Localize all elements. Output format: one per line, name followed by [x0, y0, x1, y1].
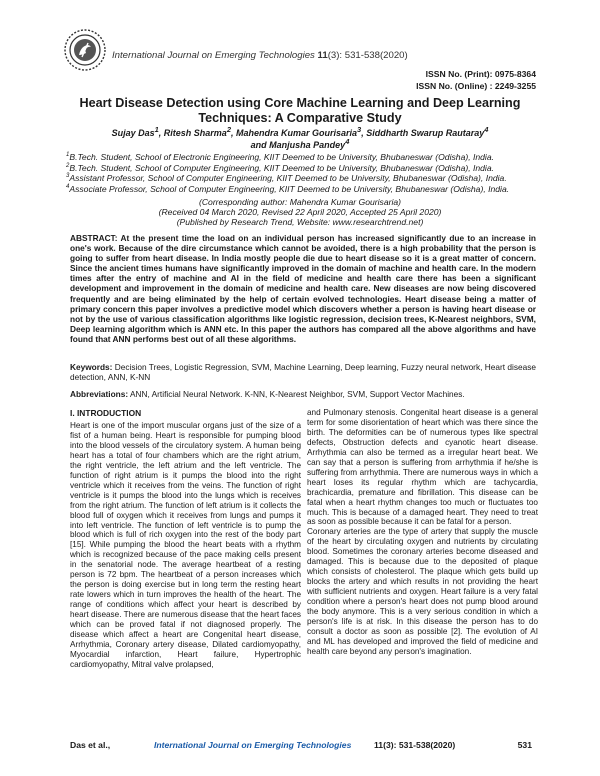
intro-left-column — [70, 421, 301, 670]
journal-reference — [112, 50, 408, 61]
footer-authors: Das et al., — [70, 740, 111, 750]
author-name: Ritesh Sharma — [163, 128, 227, 138]
author-affil-marker: 3 — [357, 125, 362, 134]
paper-title-line-2: Techniques: A Comparative Study — [198, 110, 402, 125]
paper-title-line-1: Heart Disease Detection using Core Machine Learning and Deep Learning — [79, 96, 521, 110]
author-and: and — [250, 139, 267, 150]
submission-dates: (Received 04 March 2020, Revised 22 April 2020, Accepted 25 April 2020) — [158, 207, 442, 218]
author-affil-marker: 4 — [484, 125, 489, 134]
author-list: Sujay Das$^1$, Ritesh Sharma$^2$, Mahendra Kumar Gourisaria$^3$, Siddharth Swarup Rautaray$^4$ and Manjusha Pandey$^4$ — [111, 125, 489, 150]
keywords-label: Keywords: — [70, 362, 113, 372]
abbreviations — [70, 389, 536, 399]
keywords — [70, 362, 536, 382]
affiliation: $^4$Associate Professor, School of Computer Engineering, KIIT Deemed to be University, Bhubaneswar (Odisha), India. — [66, 183, 510, 194]
affiliation: $^3$Assistant Professor, School of Computer Engineering, KIIT Deemed to be University, Bhubaneswar (Odisha), India. — [66, 173, 507, 183]
abbreviations-label: Abbreviations: — [70, 389, 129, 399]
journal-name: International Journal on Emerging Technologies — [112, 50, 315, 61]
abbreviations-text: ANN, Artificial Neural Network. K-NN, K-Nearest Neighbor, SVM, Support Vector Machines. — [129, 389, 465, 399]
issn-online: ISSN No. (Online) : 2249-3255 — [416, 81, 536, 91]
paper-title — [70, 96, 530, 125]
author-affil-marker: 4 — [345, 136, 350, 146]
publisher-note: (Published by Research Trend, Website: www.researchtrend.net) — [176, 217, 424, 228]
author-name: Mahendra Kumar Gourisaria — [236, 128, 358, 138]
journal-issue-pages: (3): 531-538(2020) — [327, 50, 408, 61]
footer-journal: International Journal on Emerging Technologies — [154, 740, 352, 750]
intro-right-column — [307, 408, 538, 657]
intro-paragraph: Heart is one of the import muscular organs just of the size of a fist of a human being. Heart is responsible for pumping blood into the blood vessels of the circulatory system. A human being heart has a total of four chambers which are the right atrium, the right ventricle, the left atrium and the left ventricle. The function of right atrium is it pumps the blood into the right ventricle which it receives from the veins. The function of right ventricle is it pumps the blood into the lungs which is receives from the right atrium. The function of left atrium is it collects the blood full of oxygen which it receives from lungs and pumps it into left ventricle. The function of left ventricle is to pump the blood which is full of rich oxygen into the rest of the body part [15]. While pumping the blood the heart beats with a rhythm which is recognized because of the pace making cells present in the senatorial node. The average heartbeat of a resting person is 72 bpm. The heartbeat of a person increases which the person is doing exercise but in long term the resting heart rate lowers which in turn improves the health of the heart. The range of conditions which affect your heart is described by heart disease. There are numerous disease that the heart faces which can be proved fatal if not diagnosed properly. The disease which affect a heart are Congenital heart disease, Arrhythmia, Coronary artery disease, Dilated cardiomyopathy, Myocardial infarction, Heart failure, Hypertrophic cardiomyopathy, Mitral valve prolapsed, — [70, 421, 301, 669]
corresponding-author: (Corresponding author: Mahendra Kumar Gourisaria) — [198, 197, 402, 207]
author-affil-marker: 1 — [154, 125, 159, 134]
journal-emblem-icon — [62, 27, 108, 73]
section-heading: I. INTRODUCTION — [70, 408, 142, 418]
issn-print: ISSN No. (Print): 0975-8364 — [425, 69, 536, 79]
affiliation: $^1$B.Tech. Student, School of Electronic Engineering, KIIT Deemed to be University, Bhubaneswar (Odisha), India. — [66, 152, 495, 162]
intro-paragraph: Coronary arteries are the type of artery that supply the muscle of the heart by circulating oxygen and nutrients by circulating blood. Sometimes the coronary arteries become diseased and damaged. This is because due to the deposited of plaque which consists of cholesterol. The plaque which gets build up blocks the artery and which results in not providing the heart with sufficient nutrients and oxygen. Heart failure is a very fatal condition where a person's heart does not pump blood around the body anymore. This is a very serious condition in which a person's life is at risk. In this disease the person has to do consult a doctor as soon as possible [2]. The evolution of AI and ML has developed and improved the field of medicine and health care beyond any person's imagination. — [307, 527, 538, 656]
author-name: Manjusha Pandey — [269, 139, 346, 150]
footer-citation: 11(3): 531-538(2020) — [374, 740, 456, 750]
keywords-text: Decision Trees, Logistic Regression, SVM, Machine Learning, Deep learning, Fuzzy neural network, Heart disease detection, ANN, K-NN — [70, 362, 536, 383]
intro-paragraph: and Pulmonary stenosis. Congenital heart disease is a general term for some disorientation of heart which was there since the birth. The deformities can be of numerous types like spectral defects, Obstruction defects and cyanotic heart disease. Arrhythmia can also be termed as a irregular heart beat. We can say that a person is suffering from arrhythmia if he/she is suffering from arrhythmia. There are numerous ways in which a heart loses its regular rhythm which are tachycardia, brachicardia, premature and fibrillation. This disease can be fatal when a heart rhythm changes too much or fluctuates too much. This is because of a damaged heart. They need to treat as soon as possible because it can be fatal for a person. — [307, 408, 538, 527]
abstract: ABSTRACT: At the present time the load on an individual person has increased significantly due to an increase in one's work. Because of the dire circumstance which cannot be avoided, there is a high probability that the person is going to suffer from heart disease. In India mostly people die due to heart disease so it is a great matter of concern. Since the ancient times humans have significantly improved in the domain of machine and health care. In the modern times after the entry of machine and AI in the field of medicine and health care there has been a significant development and improvement in the domain of medicine and health care. New diseases are now being discovered frequently and are being eliminated by the help of certain evolved technologies. Heart disease being a matter of primary concern this paper involves a predictive model which discovers whether a person is having heart disease or not by the use of various classification algorithms like logistic regression, decision trees, K-Nearest neighbors, SVM, Deep learning algorithm which is ANN etc. In this paper the authors has compared all the above algorithms and have found that ANN performs best out of all these algorithms. — [70, 233, 536, 344]
affiliation-list — [66, 152, 550, 194]
journal-volume: 11 — [317, 50, 328, 61]
page-number: 531 — [517, 740, 532, 750]
affiliation: $^2$B.Tech. Student, School of Computer Engineering, KIIT Deemed to be University, Bhubaneswar (Odisha), India. — [66, 162, 495, 173]
author-name: Sujay Das — [111, 128, 155, 138]
author-name: Siddharth Swarup Rautaray — [366, 128, 485, 138]
correspondence-block — [70, 197, 530, 228]
author-affil-marker: 2 — [226, 125, 231, 134]
